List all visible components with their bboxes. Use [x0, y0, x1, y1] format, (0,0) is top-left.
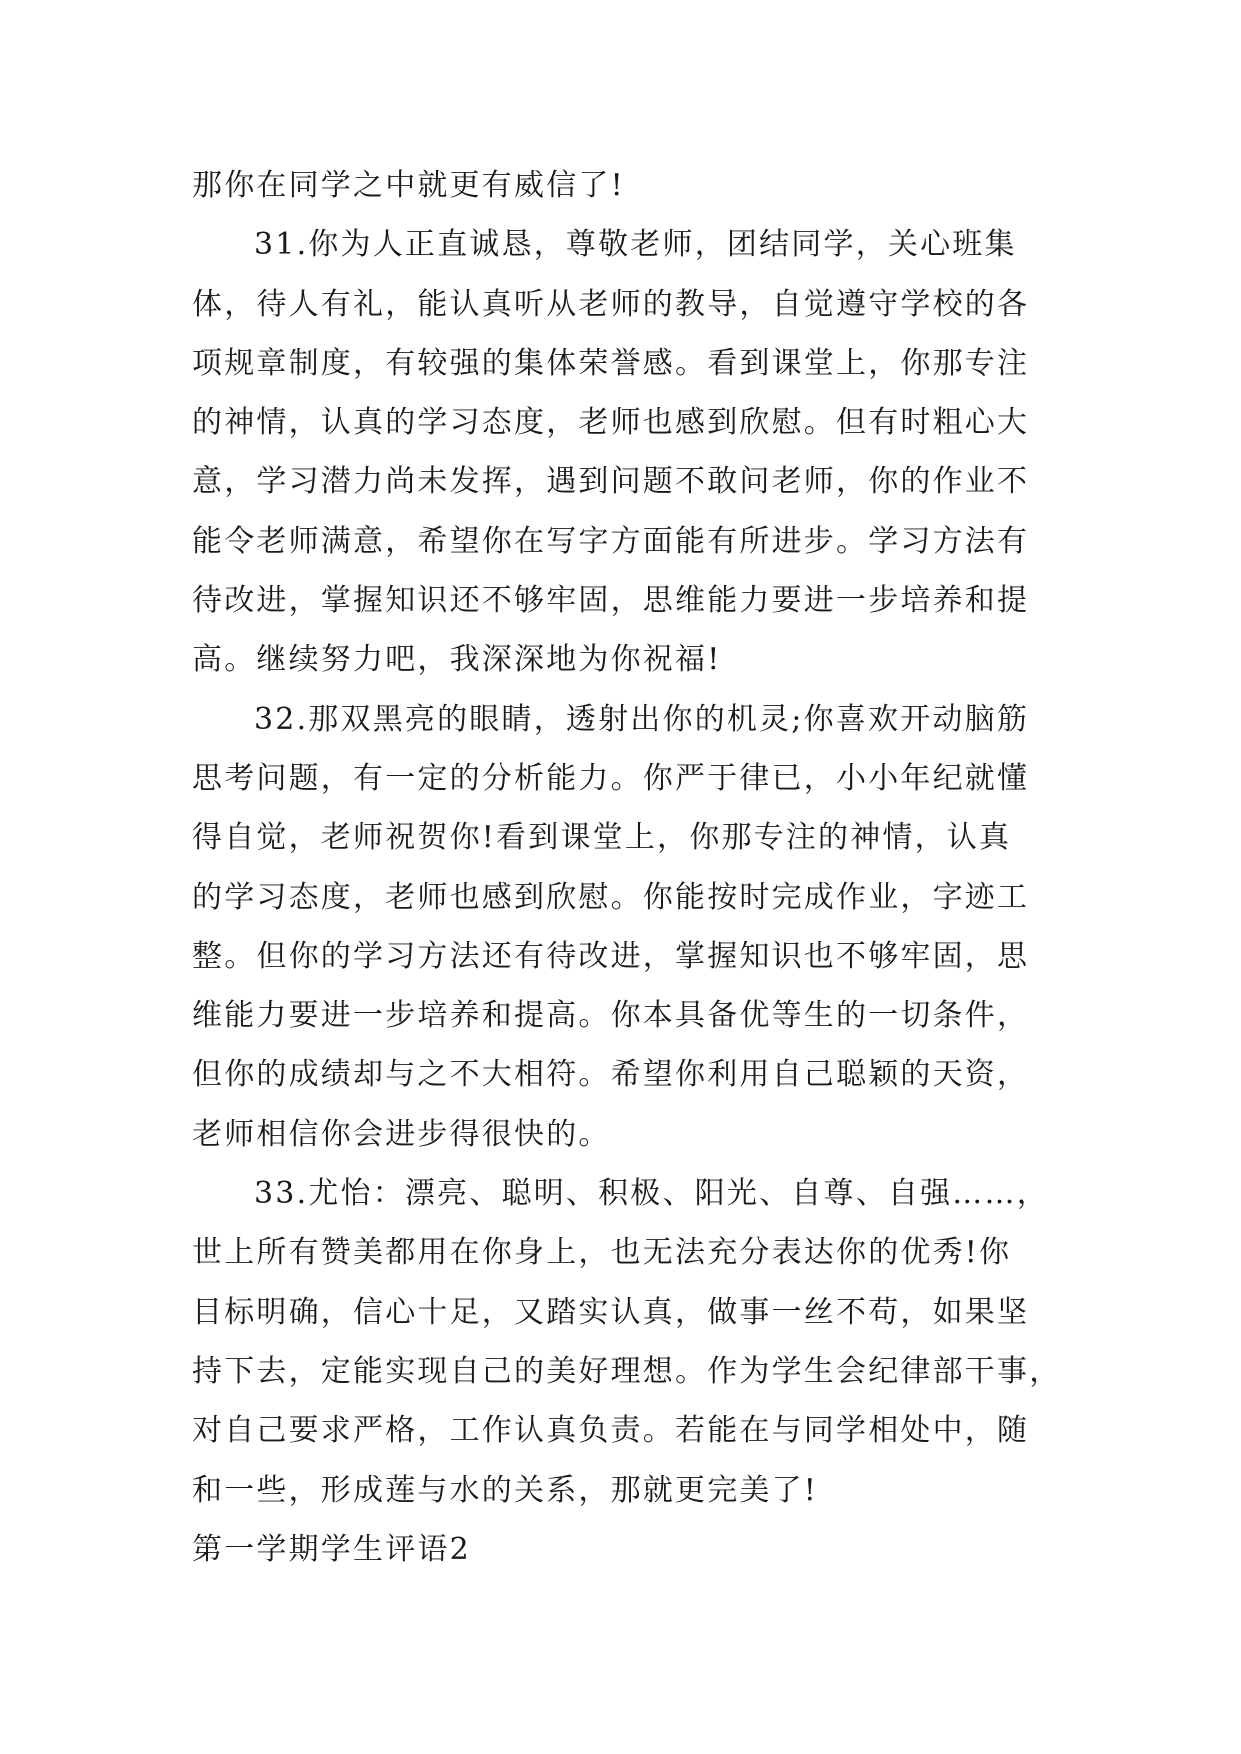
- paragraph-32-start: 32.那双黑亮的眼睛，透射出你的机灵;你喜欢开动脑筋: [254, 701, 1030, 737]
- text-line: 意，学习潜力尚未发挥，遇到问题不敢问老师，你的作业不: [192, 464, 1030, 500]
- text-line: 老师相信你会进步得很快的。: [192, 1116, 611, 1152]
- text-line: 思考问题，有一定的分析能力。你严于律已，小小年纪就懂: [192, 760, 1030, 796]
- text-line: 世上所有赞美都用在你身上，也无法充分表达你的优秀!你: [192, 1235, 1012, 1271]
- text-line: 待改进，掌握知识还不够牢固，思维能力要进一步培养和提: [192, 583, 1030, 619]
- text-line: 持下去，定能实现自己的美好理想。作为学生会纪律部干事，: [192, 1353, 1062, 1389]
- text-line: 的学习态度，老师也感到欣慰。你能按时完成作业，字迹工: [192, 879, 1030, 915]
- text-line: 目标明确，信心十足，又踏实认真，做事一丝不苟，如果坚: [192, 1294, 1030, 1330]
- text-line: 但你的成绩却与之不大相符。希望你利用自己聪颖的天资，: [192, 1057, 1030, 1093]
- paragraph-33-start: 33.尤怡：漂亮、聪明、积极、阳光、自尊、自强……，: [254, 1176, 1049, 1212]
- text-line: 能令老师满意，希望你在写字方面能有所进步。学习方法有: [192, 523, 1030, 559]
- text-line: 高。继续努力吧，我深深地为你祝福!: [192, 642, 722, 678]
- text-line: 维能力要进一步培养和提高。你本具备优等生的一切条件，: [192, 998, 1030, 1034]
- document-body: [192, 156, 1062, 1579]
- text-line: 整。但你的学习方法还有待改进，掌握知识也不够牢固，思: [192, 938, 1030, 974]
- paragraph-31-start: 31.你为人正直诚恳，尊敬老师，团结同学，关心班集: [254, 227, 1017, 263]
- text-line: 对自己要求严格，工作认真负责。若能在与同学相处中，随: [192, 1413, 1030, 1449]
- section-heading: 第一学期学生评语2: [192, 1531, 471, 1567]
- text-line: 得自觉，老师祝贺你!看到课堂上，你那专注的神情，认真: [192, 820, 1012, 856]
- text-line: 的神情，认真的学习态度，老师也感到欣慰。但有时粗心大: [192, 405, 1030, 441]
- text-line: 体，待人有礼，能认真听从老师的教导，自觉遵守学校的各: [192, 286, 1030, 322]
- text-line: 项规章制度，有较强的集体荣誉感。看到课堂上，你那专注: [192, 345, 1030, 381]
- text-line: 和一些，形成莲与水的关系，那就更完美了!: [192, 1472, 819, 1508]
- text-line: 那你在同学之中就更有威信了!: [192, 168, 625, 203]
